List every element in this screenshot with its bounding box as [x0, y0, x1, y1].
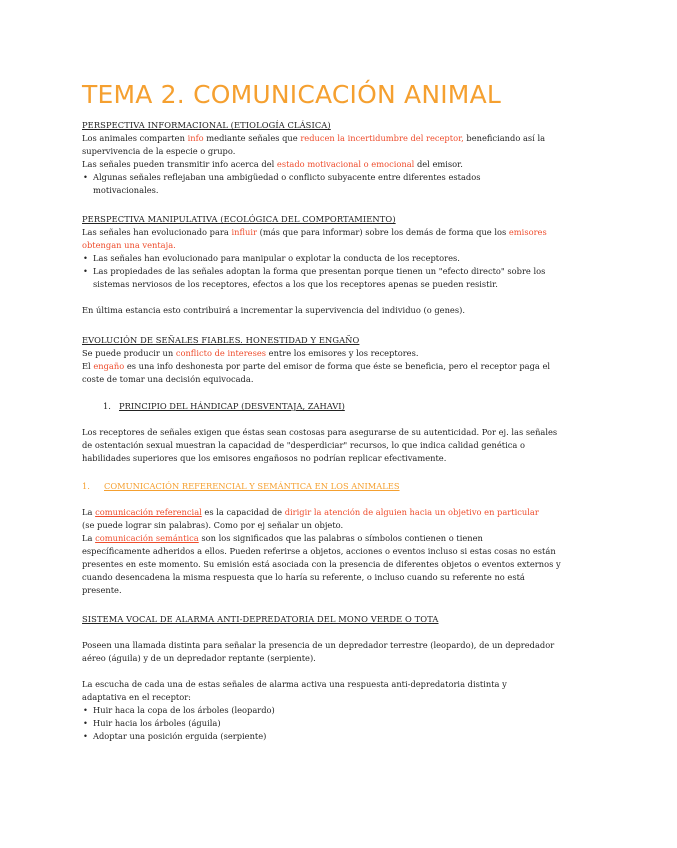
section-heading: SISTEMA VOCAL DE ALARMA ANTI-DEPREDATORIA DEL MONO VERDE O TOTA: [82, 614, 439, 624]
paragraph-line: de ostentación sexual muestran la capacidad de "desperdiciar" recursos, lo que indica calidad genética o: [82, 440, 525, 450]
list-number: 1.: [82, 481, 90, 491]
list-number: 1.: [103, 401, 111, 411]
text: Los animales comparten: [82, 133, 188, 143]
bullet-continuation: sistemas nerviosos de los receptores, efectos a los que los receptores apenas se pueden resistir.: [93, 279, 498, 289]
bullet-item: • Huir haca la copa de los árboles (leopardo): [82, 704, 602, 717]
text: Se puede producir un: [82, 348, 176, 358]
paragraph-line: supervivencia de la especie o grupo.: [82, 146, 236, 156]
text: son los significados que las palabras o símbolos contienen o tienen: [198, 533, 483, 543]
bullet-item: • Huir hacia los árboles (águila): [82, 717, 602, 730]
section-heading: PERSPECTIVA MANIPULATIVA (ECOLÓGICA DEL COMPORTAMIENTO): [82, 214, 396, 224]
section-referencial: [82, 480, 602, 597]
bullet-item: • Adoptar una posición erguida (serpiente): [82, 730, 602, 743]
paragraph-line: [82, 158, 602, 171]
highlight-text: emisores: [508, 227, 547, 237]
highlight-text: estado motivacional o emocional: [276, 159, 415, 169]
section-informacional: [82, 119, 602, 197]
paragraph-line: coste de tomar una decisión equivocada.: [82, 374, 254, 384]
section-heading: PERSPECTIVA INFORMACIONAL (ETIOLOGÍA CLÁSICA): [82, 120, 331, 130]
bullet-item: • Las señales han evolucionado para manipular o explotar la conducta de los receptores.: [82, 252, 602, 265]
paragraph-line: En última estancia esto contribuirá a incrementar la supervivencia del individuo (o genes).: [82, 305, 465, 315]
bullet-item: • Las propiedades de las señales adoptan la forma que presentan porque tienen un "efecto directo" sobre los: [82, 265, 602, 278]
paragraph-line: [82, 506, 602, 519]
highlight-line: obtengan una ventaja.: [82, 240, 176, 250]
section-heading: COMUNICACIÓN REFERENCIAL Y SEMÁNTICA EN LOS ANIMALES: [104, 481, 400, 491]
text: Las señales han evolucionado para: [82, 227, 232, 237]
paragraph-line: La escucha de cada una de estas señales de alarma activa una respuesta anti-depredatoria distinta y: [82, 679, 507, 689]
section-senales-fiables: [82, 334, 602, 386]
page-title: TEMA 2. COMUNICACIÓN ANIMAL: [82, 80, 502, 109]
paragraph-line: específicamente adheridos a ellos. Pueden referirse a objetos, acciones o eventos incluso si estas cosas no están: [82, 546, 556, 556]
handicap-paragraph: [82, 426, 602, 465]
bullet-continuation: motivacionales.: [93, 185, 159, 195]
numbered-subheading: [103, 400, 345, 413]
paragraph-line: [82, 532, 602, 545]
highlight-text: reducen la incertidumbre del receptor,: [300, 133, 464, 143]
highlight-text: info: [187, 133, 204, 143]
section-mono-verde: [82, 613, 602, 743]
paragraph-line: presente.: [82, 585, 122, 595]
paragraph-line: Los receptores de señales exigen que éstas sean costosas para asegurarse de su autenticidad. Por ej. las señales: [82, 427, 558, 437]
paragraph-line: aéreo (águila) y de un depredador reptante (serpiente).: [82, 653, 316, 663]
paragraph-line: Poseen una llamada distinta para señalar la presencia de un depredador terrestre (leopardo), de un depredador: [82, 640, 555, 650]
text: es la capacidad de: [201, 507, 285, 517]
section-heading: EVOLUCIÓN DE SEÑALES FIABLES. HONESTIDAD Y ENGAÑO: [82, 335, 360, 345]
text: Las señales pueden transmitir info acerca del: [82, 159, 277, 169]
text: La: [82, 533, 96, 543]
text: beneficiando así la: [463, 133, 546, 143]
text: mediante señales que: [203, 133, 301, 143]
highlight-text: dirigir la atención de alguien hacia un objetivo en particular: [284, 507, 539, 517]
bullet-item: • Algunas señales reflejaban una ambigüedad o conflicto subyacente entre diferentes estados: [82, 171, 602, 184]
paragraph-line: [82, 360, 602, 373]
highlight-text: comunicación semántica: [95, 533, 199, 543]
highlight-text: engaño: [93, 361, 125, 371]
paragraph-line: cuando desencadena la misma respuesta que lo haría su referente, o incluso cuando su referente no está: [82, 572, 525, 582]
paragraph-line: [82, 226, 602, 239]
highlight-text: conflicto de intereses: [175, 348, 267, 358]
text: entre los emisores y los receptores.: [266, 348, 419, 358]
paragraph-line: (se puede lograr sin palabras). Como por ej señalar un objeto.: [82, 520, 344, 530]
text: es una info deshonesta por parte del emisor de forma que éste se beneficia, pero el receptor paga el: [124, 361, 551, 371]
text: (más que para informar) sobre los demás de forma que los: [256, 227, 509, 237]
numbered-heading: [82, 480, 602, 493]
highlight-text: influir: [231, 227, 257, 237]
paragraph-line: [82, 347, 602, 360]
text: del emisor.: [414, 159, 463, 169]
subheading-text: PRINCIPIO DEL HÁNDICAP (DESVENTAJA, ZAHAVI): [119, 401, 345, 411]
paragraph-line: habilidades superiores que los emisores engañosos no podrían replicar efectivamente.: [82, 453, 447, 463]
text: El: [82, 361, 94, 371]
text: La: [82, 507, 96, 517]
highlight-text: comunicación referencial: [95, 507, 202, 517]
section-manipulativa: [82, 213, 602, 317]
paragraph-line: presentes en este momento. Su emisión está asociada con la presencia de diferentes objetos o eventos externos y: [82, 559, 561, 569]
paragraph-line: adaptativa en el receptor:: [82, 692, 191, 702]
paragraph-line: [82, 132, 602, 145]
